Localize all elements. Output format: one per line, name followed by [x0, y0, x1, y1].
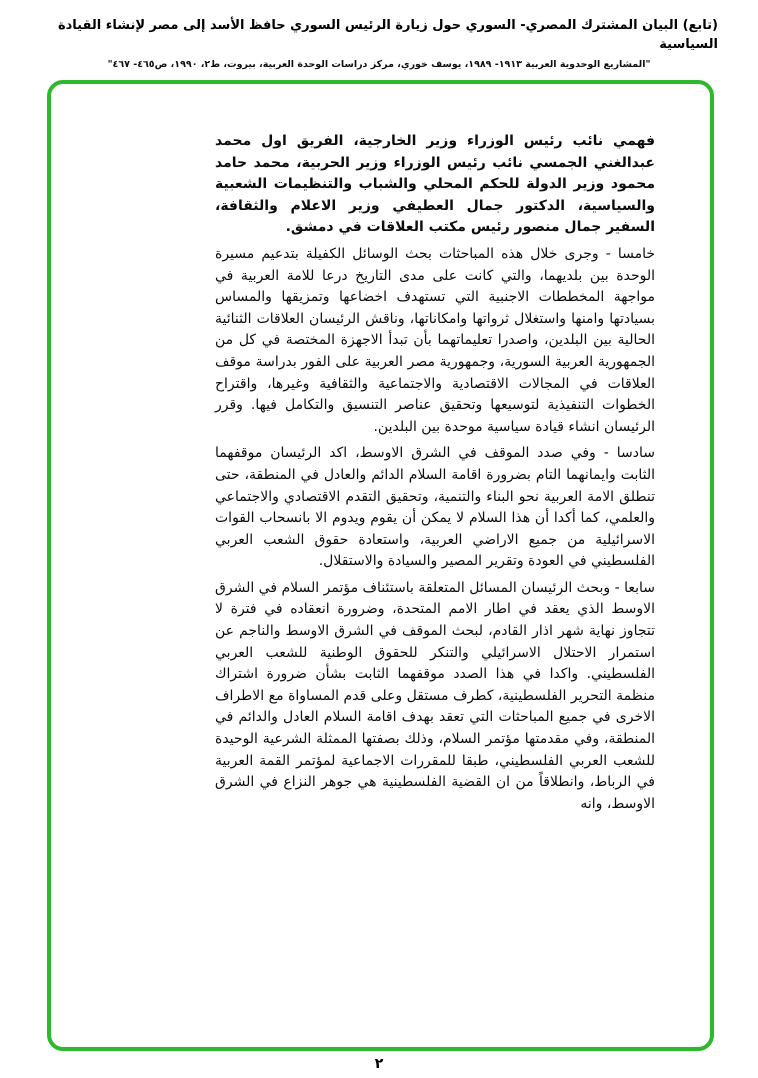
paragraph-sixth-clause: سادسا - وفي صدد الموقف في الشرق الاوسط، اكد الرئيسان موقفهما الثابت وايمانهما التام بضرورة اقامة السلام الدائم والعادل في المنطقة، حتى تنطلق الامة العربية نحو البناء والتنمية، وتحقيق التقدم الاقتصادي والاجتماعي والعلمي، كما أكدا أن هذا السلام لا يمكن أن يقوم ويدوم الا بانسحاب القوات الاسرائيلية من جميع الاراضي العربية، واستعادة حقوق الشعب العربي الفلسطيني في العودة وتقرير المصير والسيادة والاستقلال.	[215, 445, 655, 570]
page-number: ٢	[374, 1056, 384, 1072]
document-body	[215, 131, 655, 820]
paragraph-fifth-clause: خامسا - وجرى خلال هذه المباحثات بحث الوسائل الكفيلة بتدعيم مسيرة الوحدة بين بلديهما، والتي كانت على مدى التاريخ درعا للامة العربية في مواجهة المخططات الاجنبية التي تستهدف اخضاعها وتمزيقها والمساس بسيادتها وامنها واستغلال ثرواتها وامكاناتها، وناقش الرئيسان العلاقات الثنائية الحالية بين البلدين، واصدرا تعليماتهما بأن تبدأ الاجهزة المختصة في كل من الجمهورية العربية السورية، وجمهورية مصر العربية على الفور بدراسة موقف العلاقات في المجالات الاقتصادية والاجتماعية والثقافية وغيرها، واقتراح الخطوات التنفيذية لتوسيعها وتحقيق عناصر التنسيق والتكامل فيها. وقرر الرئيسان انشاء قيادة سياسية موحدة بين البلدين.	[215, 245, 655, 435]
document-header	[40, 16, 718, 70]
document-title: (تابع) البيان المشترك المصري- السوري حول زيارة الرئيس السوري حافظ الأسد إلى مصر لإنشاء القيادة السياسية	[57, 18, 718, 52]
paragraph-seventh-clause: سابعا - وبحث الرئيسان المسائل المتعلقة باستئناف مؤتمر السلام في الشرق الاوسط الذي يعقد في اطار الامم المتحدة، وضرورة انعقاده في فترة لا تتجاوز نهاية شهر اذار القادم، لبحث الموقف في الشرق الاوسط والناجم عن استمرار الاحتلال الاسرائيلي والتنكر للحقوق الوطنية للشعب العربي الفلسطيني. واكدا في هذا الصدد موقفهما الثابت بشأن ضرورة اشتراك منظمة التحرير الفلسطينية، كطرف مستقل وعلى قدم المساواة مع الاطراف الاخرى في جميع المباحثات التي تعقد بهدف اقامة السلام العادل والدائم في المنطقة، وفي مقدمتها مؤتمر السلام، وذلك بصفتها الممثلة الشرعية الوحيدة للشعب العربي الفلسطيني، طبقا للمقررات الاجماعية لمؤتمر القمة العربية في الرباط، وانطلاقاً من ان القضية الفلسطينية هي جوهر النزاع في الشرق الاوسط، وانه	[215, 579, 655, 812]
paragraph-ministers-list: فهمي نائب رئيس الوزراء وزير الخارجية، الفريق اول محمد عبدالغني الجمسي نائب رئيس الوزراء وزير الحربية، محمد حامد محمود وزير الدولة للحكم المحلي والشباب والتنظيمات الشعبية والسياسية، الدكتور جمال العطيفي وزير الاعلام والثقافة، السفير جمال منصور رئيس مكتب العلاقات في دمشق.	[215, 133, 655, 236]
source-citation: "المشاريع الوحدوية العربية ١٩١٣- ١٩٨٩، يوسف خوري، مركز دراسات الوحدة العربية، بيروت، ط٢، ١٩٩٠، ص٤٦٥- ٤٦٧"	[107, 59, 651, 70]
